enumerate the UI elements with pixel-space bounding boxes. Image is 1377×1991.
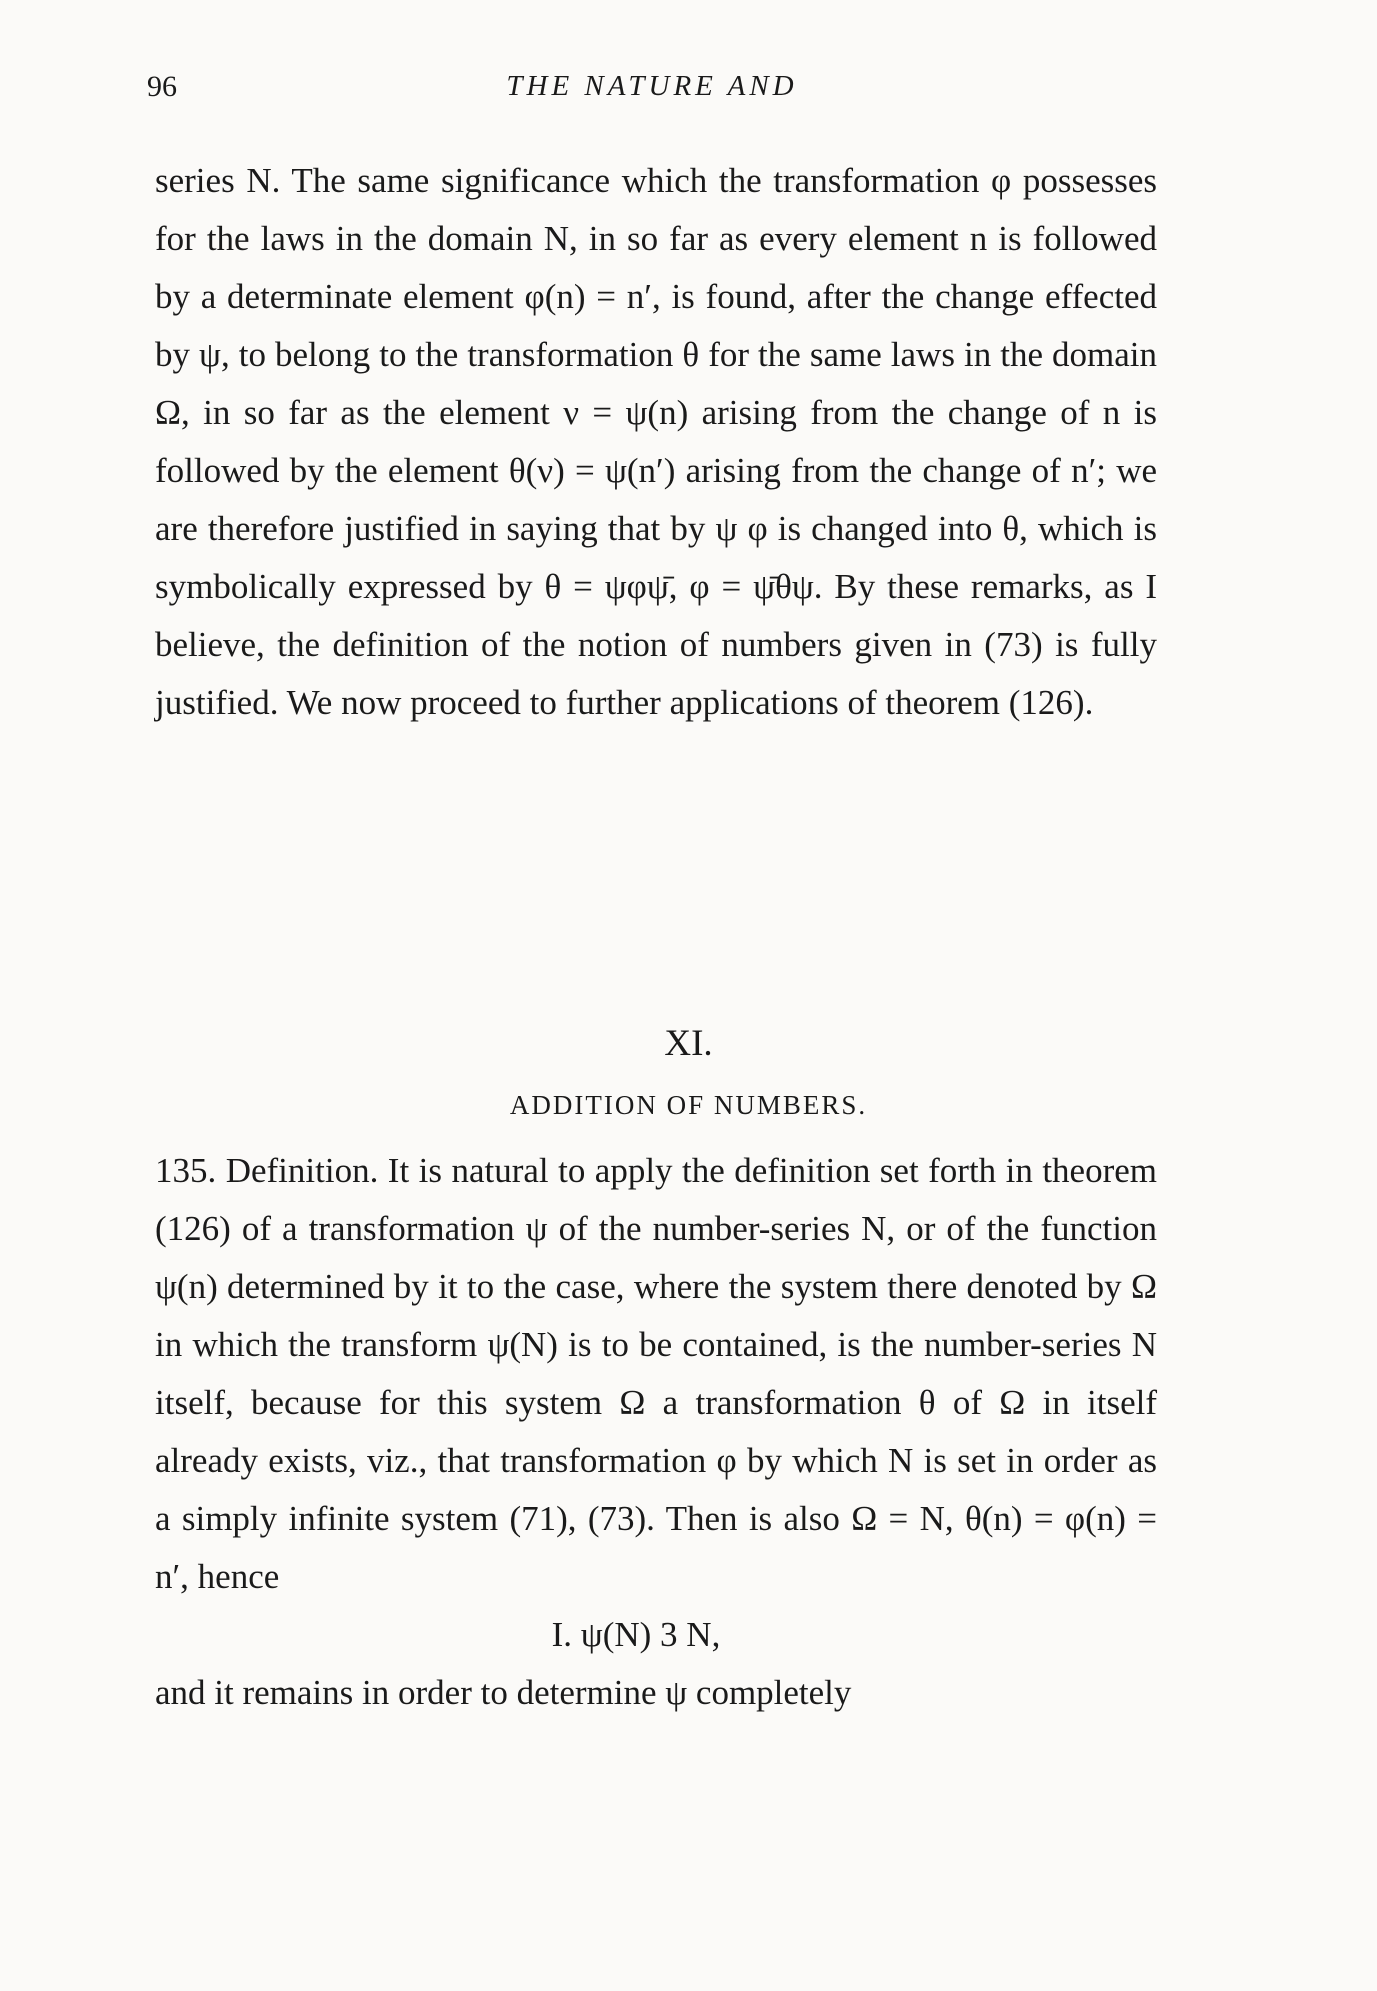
page-number: 96: [147, 70, 177, 103]
final-line: and it remains in order to determine ψ completely: [155, 1673, 852, 1712]
definition-text: 135. Definition. It is natural to apply the definition set forth in theorem (126) of a transformation ψ of the number-series N, or of the function ψ(n) determined by it to the case, where the system there denoted by Ω in which the transform ψ(N) is to be contained, is the number-series N itself, because for this system Ω a transformation θ of Ω in itself already exists, viz., that transformation φ by which N is set in order as a simply infinite system (71), (73). Then is also Ω = N, θ(n) = φ(n) = n′, hence: [155, 1151, 1157, 1596]
paragraph-definition: [155, 1142, 1157, 1722]
paragraph-text: series N. The same significance which the transformation φ possesses for the laws in the domain N, in so far as every element n is followed by a determinate element φ(n) = n′, is found, after the change effected by ψ, to belong to the transformation θ for the same laws in the domain Ω, in so far as the element ν = ψ(n) arising from the change of n is followed by the element θ(ν) = ψ(n′) arising from the change of n′; we are therefore justified in saying that by ψ φ is changed into θ, which is symbolically expressed by θ = ψφψ̄, φ = ψ̄θψ. By these remarks, as I believe, the definition of the notion of numbers given in (73) is fully justified. We now proceed to further applications of theorem (126).: [155, 161, 1157, 722]
page-header: [147, 70, 1157, 110]
section-number: XI.: [664, 1023, 713, 1064]
running-title: THE NATURE AND: [506, 70, 798, 102]
section-title: ADDITION OF NUMBERS.: [509, 1090, 868, 1120]
formula-line: I. ψ(N) 3 N,: [551, 1615, 721, 1654]
paragraph-continuation: [155, 152, 1157, 732]
